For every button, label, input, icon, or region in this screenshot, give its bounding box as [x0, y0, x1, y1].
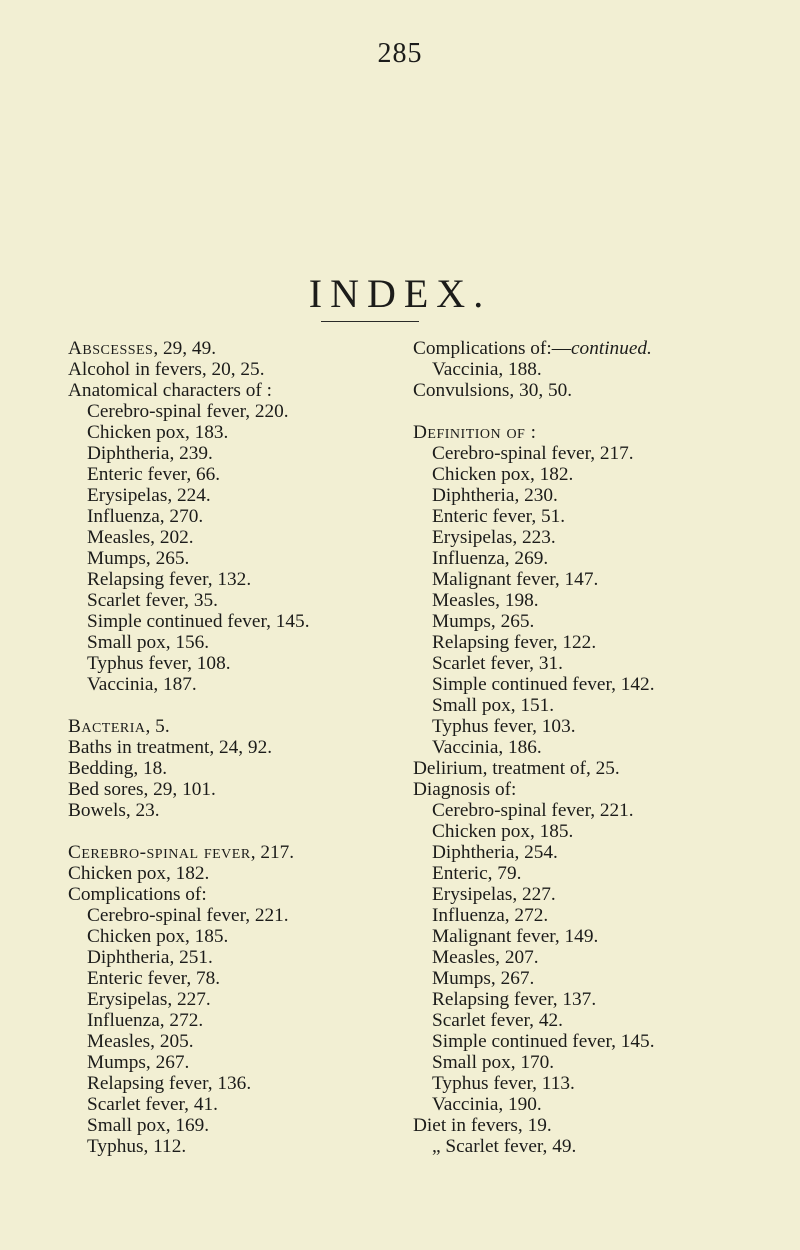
index-subentry	[413, 359, 743, 380]
index-subentry	[68, 1136, 388, 1157]
index-subentry	[413, 863, 743, 884]
index-subentry	[68, 632, 388, 653]
entry-text: Cerebro-spinal fever, 220.	[87, 401, 289, 422]
index-subentry	[413, 506, 743, 527]
entry-text: Diphtheria, 254.	[432, 842, 558, 863]
entry-text: Bedding, 18.	[68, 758, 168, 779]
entry-text: Relapsing fever, 122.	[432, 632, 597, 653]
index-subentry	[413, 653, 743, 674]
index-subentry	[413, 1073, 743, 1094]
index-subentry	[68, 905, 388, 926]
index-entry	[68, 863, 388, 884]
entry-text: Enteric fever, 66.	[87, 464, 221, 485]
index-subentry	[68, 485, 388, 506]
entry-text: Small pox, 170.	[432, 1052, 555, 1073]
entry-text: Mumps, 265.	[432, 611, 535, 632]
entry-text: Enteric fever, 78.	[87, 968, 221, 989]
index-entry	[68, 779, 388, 800]
index-subentry	[413, 485, 743, 506]
entry-text: Bowels, 23.	[68, 800, 160, 821]
index-subentry	[413, 548, 743, 569]
entry-text: Chicken pox, 185.	[432, 821, 574, 842]
index-subentry	[413, 968, 743, 989]
index-subentry	[413, 800, 743, 821]
entry-text: Bacteria, 5.	[68, 716, 170, 737]
index-subentry	[68, 1031, 388, 1052]
index-subentry	[413, 674, 743, 695]
entry-text: Scarlet fever, 31.	[432, 653, 563, 674]
index-subentry	[413, 1052, 743, 1073]
index-subentry	[413, 632, 743, 653]
entry-text: Vaccinia, 188.	[432, 359, 542, 380]
index-subentry	[413, 1031, 743, 1052]
entry-text: Relapsing fever, 132.	[87, 569, 252, 590]
page-number: 285	[377, 38, 423, 69]
entry-text: Typhus fever, 108.	[87, 653, 231, 674]
title-divider	[321, 321, 419, 322]
entry-spacer	[68, 821, 388, 842]
index-subentry	[413, 695, 743, 716]
index-subentry	[413, 716, 743, 737]
entry-text: Influenza, 272.	[87, 1010, 204, 1031]
entry-text: Erysipelas, 224.	[87, 485, 211, 506]
index-subentry	[413, 821, 743, 842]
entry-text: Cerebro-spinal fever, 221.	[87, 905, 289, 926]
index-entry	[413, 338, 743, 359]
entry-text: Baths in treatment, 24, 92.	[68, 737, 273, 758]
entry-text: Abscesses, 29, 49.	[68, 338, 217, 359]
index-subentry	[413, 590, 743, 611]
entry-text: Influenza, 270.	[87, 506, 204, 527]
index-subentry	[68, 1115, 388, 1136]
entry-text: Relapsing fever, 137.	[432, 989, 597, 1010]
index-entry	[413, 380, 743, 401]
index-subentry	[68, 989, 388, 1010]
index-subentry	[68, 590, 388, 611]
entry-text: Diphtheria, 239.	[87, 443, 213, 464]
entry-text: „ Scarlet fever, 49.	[432, 1136, 577, 1157]
index-subentry	[68, 926, 388, 947]
entry-text: Influenza, 269.	[432, 548, 549, 569]
index-subentry	[413, 443, 743, 464]
entry-text: Small pox, 151.	[432, 695, 555, 716]
entry-italic-text: continued.	[571, 338, 652, 359]
entry-text: Diphtheria, 230.	[432, 485, 558, 506]
index-subentry	[68, 1052, 388, 1073]
index-subentry	[413, 989, 743, 1010]
entry-text: Influenza, 272.	[432, 905, 549, 926]
entry-text: Cerebro-spinal fever, 217.	[432, 443, 634, 464]
entry-text: Enteric, 79.	[432, 863, 522, 884]
entry-text: Simple continued fever, 142.	[432, 674, 655, 695]
entry-text: Scarlet fever, 42.	[432, 1010, 563, 1031]
entry-text: Vaccinia, 187.	[87, 674, 197, 695]
index-subentry	[413, 1094, 743, 1115]
index-entry	[413, 422, 743, 443]
entry-text: Erysipelas, 223.	[432, 527, 556, 548]
index-entry	[68, 737, 388, 758]
entry-text: Typhus, 112.	[87, 1136, 187, 1157]
index-subentry	[413, 947, 743, 968]
index-entry	[68, 884, 388, 905]
index-entry	[68, 716, 388, 737]
index-entry	[413, 779, 743, 800]
index-subentry	[413, 842, 743, 863]
entry-text: Typhus fever, 103.	[432, 716, 576, 737]
index-subentry	[68, 611, 388, 632]
index-entry	[68, 758, 388, 779]
entry-text: Convulsions, 30, 50.	[413, 380, 573, 401]
index-subentry	[68, 548, 388, 569]
entry-text: Mumps, 265.	[87, 548, 190, 569]
index-column-left	[68, 338, 388, 1157]
index-subentry	[68, 464, 388, 485]
index-entry	[68, 359, 388, 380]
entry-text: Delirium, treatment of, 25.	[413, 758, 620, 779]
index-subentry	[413, 611, 743, 632]
index-subentry	[413, 926, 743, 947]
index-subentry	[68, 947, 388, 968]
page-title: INDEX.	[308, 271, 492, 316]
entry-text: Enteric fever, 51.	[432, 506, 566, 527]
index-entry	[68, 338, 388, 359]
entry-text: Measles, 207.	[432, 947, 539, 968]
index-subentry	[68, 527, 388, 548]
entry-text: Malignant fever, 149.	[432, 926, 599, 947]
entry-text: Mumps, 267.	[432, 968, 535, 989]
index-subentry	[413, 569, 743, 590]
index-entry	[68, 800, 388, 821]
entry-text: Alcohol in fevers, 20, 25.	[68, 359, 265, 380]
entry-text: Complications of:	[68, 884, 207, 905]
index-entry	[68, 842, 388, 863]
entry-text: Cerebro-spinal fever, 217.	[68, 842, 295, 863]
index-entry	[413, 758, 743, 779]
entry-text: Diet in fevers, 19.	[413, 1115, 552, 1136]
entry-text: Simple continued fever, 145.	[432, 1031, 655, 1052]
entry-text: Typhus fever, 113.	[432, 1073, 575, 1094]
index-subentry	[68, 674, 388, 695]
index-subentry	[413, 737, 743, 758]
index-subentry	[68, 1073, 388, 1094]
entry-text: Malignant fever, 147.	[432, 569, 599, 590]
entry-text: Scarlet fever, 35.	[87, 590, 218, 611]
entry-text: Chicken pox, 182.	[432, 464, 574, 485]
index-column-right	[413, 338, 743, 1157]
entry-text: Measles, 202.	[87, 527, 194, 548]
index-subentry	[413, 1010, 743, 1031]
entry-text: Vaccinia, 190.	[432, 1094, 542, 1115]
entry-spacer	[413, 401, 743, 422]
entry-text: Chicken pox, 185.	[87, 926, 229, 947]
index-subentry	[68, 443, 388, 464]
entry-text: Bed sores, 29, 101.	[68, 779, 216, 800]
index-subentry	[68, 422, 388, 443]
entry-text: Small pox, 156.	[87, 632, 210, 653]
index-subentry	[68, 506, 388, 527]
entry-text: Small pox, 169.	[87, 1115, 210, 1136]
entry-text: Diphtheria, 251.	[87, 947, 213, 968]
entry-text: Diagnosis of:	[413, 779, 517, 800]
entry-text: Measles, 205.	[87, 1031, 194, 1052]
entry-text: Definition of :	[413, 422, 537, 443]
index-subentry	[413, 884, 743, 905]
entry-text: Chicken pox, 183.	[87, 422, 229, 443]
index-subentry	[68, 1010, 388, 1031]
index-entry	[413, 1115, 743, 1136]
index-subentry	[68, 968, 388, 989]
index-subentry	[413, 464, 743, 485]
entry-text: Mumps, 267.	[87, 1052, 190, 1073]
entry-text: Scarlet fever, 41.	[87, 1094, 218, 1115]
entry-text: Vaccinia, 186.	[432, 737, 542, 758]
entry-text: Simple continued fever, 145.	[87, 611, 310, 632]
index-subentry	[413, 905, 743, 926]
entry-text: Erysipelas, 227.	[432, 884, 556, 905]
entry-text: Anatomical characters of :	[68, 380, 272, 401]
index-subentry	[68, 569, 388, 590]
index-subentry	[413, 1136, 743, 1157]
index-subentry	[68, 401, 388, 422]
entry-text: Complications of:—	[413, 338, 571, 359]
index-entry	[68, 380, 388, 401]
entry-text: Cerebro-spinal fever, 221.	[432, 800, 634, 821]
entry-text: Erysipelas, 227.	[87, 989, 211, 1010]
index-subentry	[413, 527, 743, 548]
entry-text: Measles, 198.	[432, 590, 539, 611]
index-subentry	[68, 653, 388, 674]
entry-text: Relapsing fever, 136.	[87, 1073, 252, 1094]
entry-text: Chicken pox, 182.	[68, 863, 210, 884]
index-subentry	[68, 1094, 388, 1115]
entry-spacer	[68, 695, 388, 716]
